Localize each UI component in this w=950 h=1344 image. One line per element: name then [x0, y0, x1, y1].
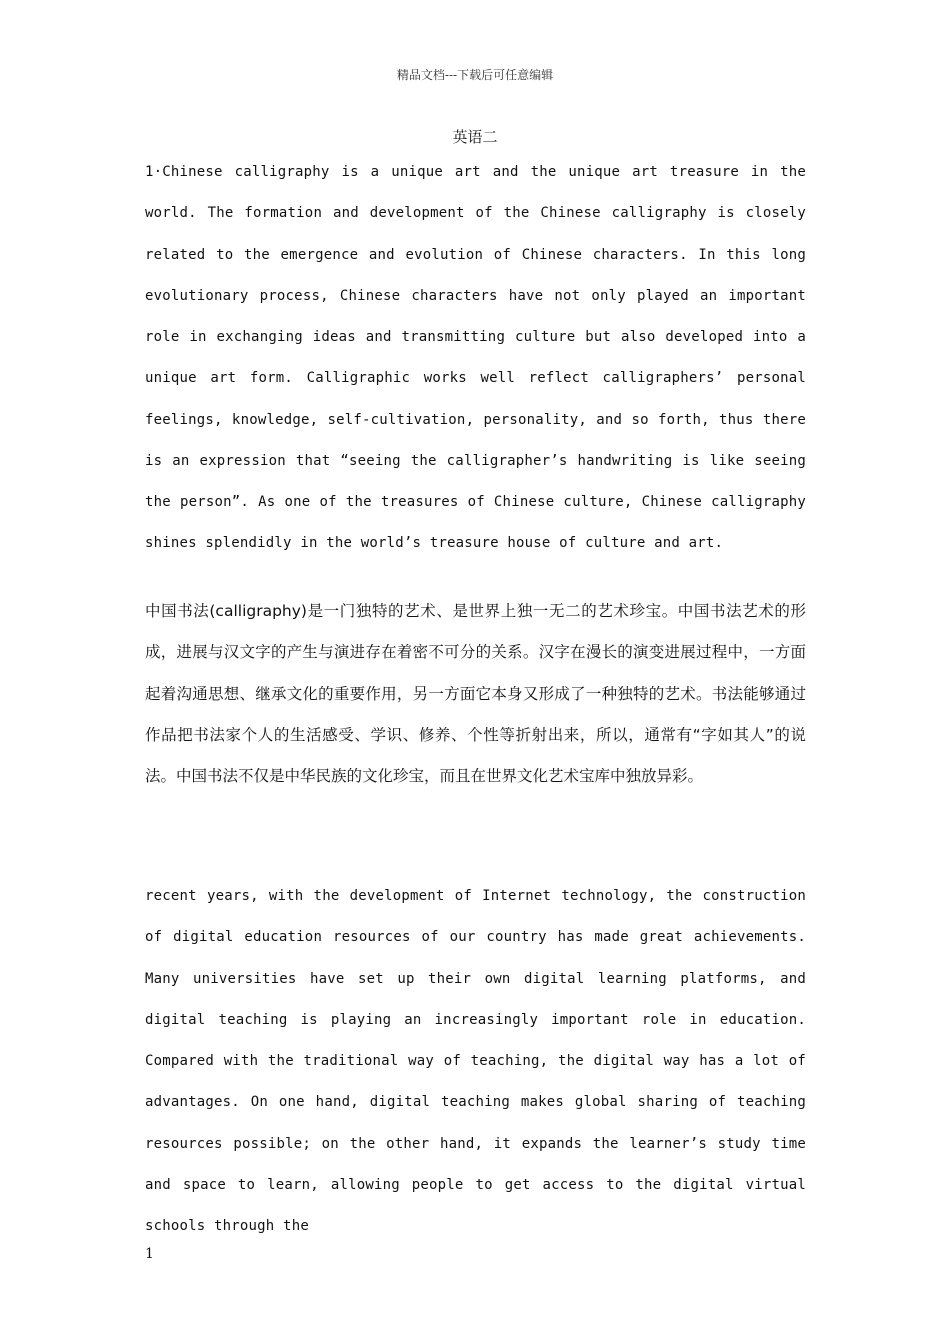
- document-title: 英语二: [452, 128, 498, 146]
- paragraph-calligraphy-english: 1·Chinese calligraphy is a unique art and the unique art treasure in the world. The formation and development of the Chinese calligraphy is closely related to the emergence and evolution of Chinese characters. In this long evolutionary process, Chinese characters have not only played an important role in exchanging ideas and transmitting culture but also developed into a unique art form. Calligraphic works well reflect calligraphers’ personal feelings, knowledge, self-cultivation, personality, and so forth, thus there is an expression that “seeing the calligrapher’s handwriting is like seeing the person”. As one of the treasures of Chinese culture, Chinese calligraphy shines splendidly in the world’s treasure house of culture and art.: [145, 164, 806, 552]
- paragraph-digital-education-english: recent years, with the development of Internet technology, the construction of digital education resources of our country has made great achievements. Many universities have set up their own digital learning platforms, and digital teaching is playing an increasingly important role in education. Compared with the traditional way of teaching, the digital way has a lot of advantages. On one hand, digital teaching makes global sharing of teaching resources possible; on the other hand, it expands the learner’s study time and space to learn, allowing people to get access to the digital virtual schools through the: [145, 888, 806, 1234]
- page-number: 1: [145, 1246, 154, 1262]
- paragraph-calligraphy-chinese: 中国书法(calligraphy)是一门独特的艺术、是世界上独一无二的艺术珍宝。中国书法艺术的形成，进展与汉文字的产生与演进存在着密不可分的关系。汉字在漫长的演变进展过程中，一方面起着沟通思想、继承文化的重要作用，另一方面它本身又形成了一种独特的艺术。书法能够通过作品把书法家个人的生活感受、学识、修养、个性等折射出来，所以，通常有“字如其人”的说法。中国书法不仅是中华民族的文化珍宝，而且在世界文化艺术宝库中独放异彩。: [145, 602, 806, 786]
- page-header: 精品文档---下载后可任意编辑: [396, 68, 554, 82]
